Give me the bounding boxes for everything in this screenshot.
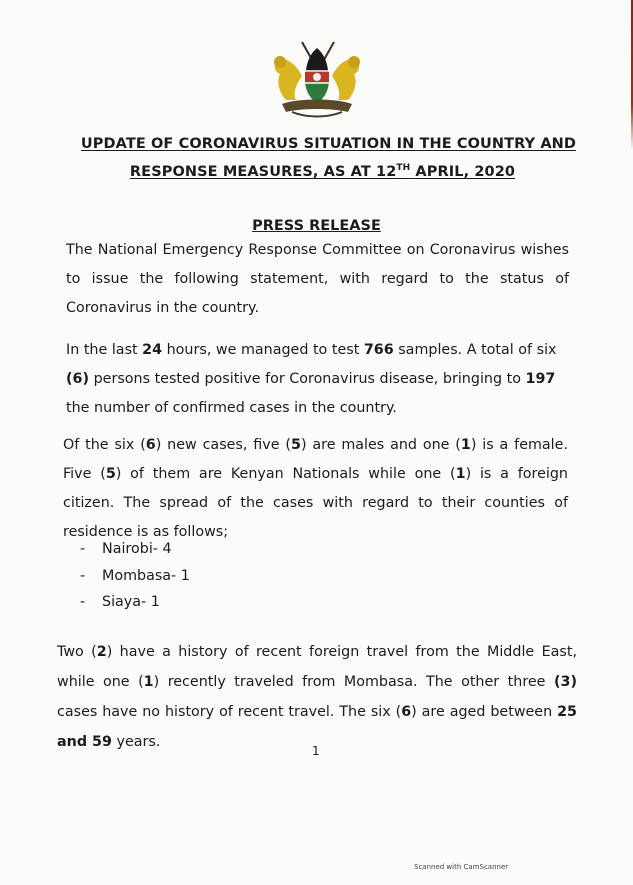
list-item: - Mombasa- 1	[80, 567, 190, 584]
document-title-line-1: UPDATE OF CORONAVIRUS SITUATION IN THE COUNTRY AND	[80, 136, 577, 152]
paragraph-case-breakdown: Of the six (6) new cases, five (5) are males and one (1) is a female. Five (5) of them are Kenyan Nationals while one (1) is a foreign citizen. The spread of the cases with regard to their counties of residence is as follows;	[63, 437, 568, 540]
page-number: 1	[312, 744, 320, 758]
paragraph-testing-summary: In the last 24 hours, we managed to test 766 samples. A total of six (6) persons tested positive for Coronavirus disease, bringing to 197 the number of confirmed cases in the country.	[66, 342, 557, 416]
kenya-coat-of-arms-icon	[262, 38, 372, 120]
county-list	[80, 536, 190, 616]
document-title-line-2: RESPONSE MEASURES, AS AT 12TH APRIL, 2020	[129, 163, 516, 180]
list-item: - Nairobi- 4	[80, 541, 172, 557]
scanner-watermark: Scanned with CamScanner	[414, 863, 509, 871]
list-item: - Siaya- 1	[80, 594, 160, 610]
press-release-heading: PRESS RELEASE	[252, 218, 381, 234]
paragraph-travel-history: Two (2) have a history of recent foreign travel from the Middle East, while one (1) recently traveled from Mombasa. The other three (3) cases have no history of recent travel. The six (6) are aged between 25 and 59 years.	[57, 644, 577, 750]
paragraph-intro: The National Emergency Response Committee on Coronavirus wishes to issue the following statement, with regard to the status of Coronavirus in the country.	[66, 242, 569, 316]
